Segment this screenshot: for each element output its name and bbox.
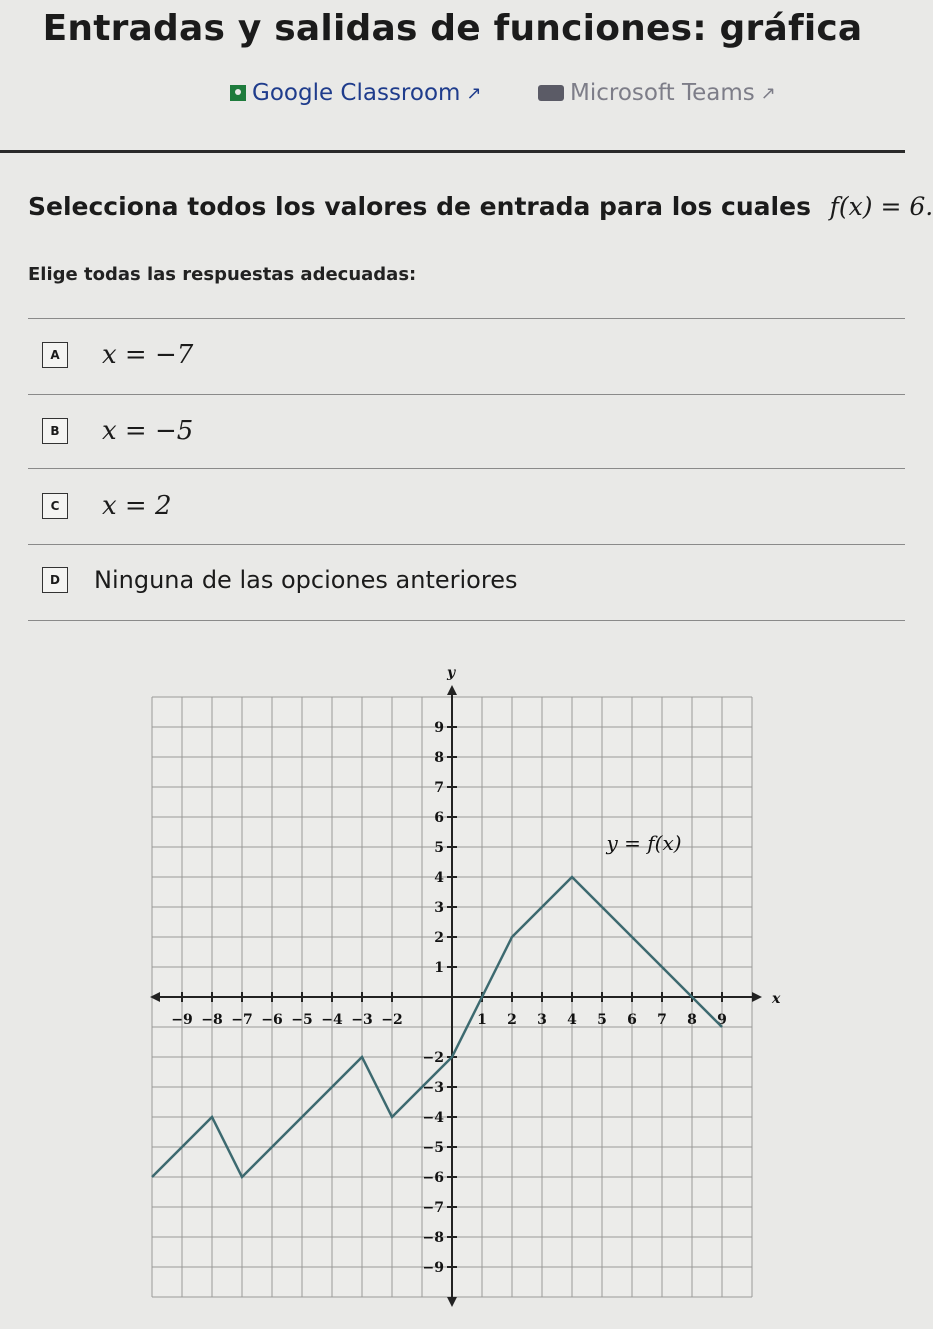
- option-divider: [28, 318, 905, 319]
- y-tick-label: 2: [434, 930, 444, 946]
- x-tick-label: −9: [171, 1012, 193, 1028]
- external-link-icon: ↗: [466, 82, 482, 104]
- x-tick-label: 5: [597, 1012, 607, 1028]
- x-tick-label: −7: [231, 1012, 253, 1028]
- x-tick-label: 4: [567, 1012, 577, 1028]
- y-tick-label: −2: [422, 1050, 444, 1066]
- x-tick-label: 3: [537, 1012, 547, 1028]
- x-tick-label: 8: [687, 1012, 697, 1028]
- header-divider: [0, 150, 905, 153]
- x-tick-label: 6: [627, 1012, 637, 1028]
- y-tick-label: −7: [422, 1200, 444, 1216]
- y-tick-label: −4: [422, 1110, 444, 1126]
- option-c[interactable]: [28, 476, 888, 536]
- x-axis-arrow-right: [752, 992, 762, 1002]
- y-tick-label: 3: [434, 900, 444, 916]
- microsoft-teams-share[interactable]: [538, 80, 776, 106]
- x-tick-label: −8: [201, 1012, 223, 1028]
- x-axis-label: x: [772, 991, 781, 1007]
- y-axis-arrow-up: [447, 685, 457, 695]
- option-divider: [28, 394, 905, 395]
- x-tick-label: −5: [291, 1012, 313, 1028]
- y-axis-label: y: [447, 665, 456, 681]
- x-tick-label: −2: [381, 1012, 403, 1028]
- y-tick-label: 6: [434, 810, 444, 826]
- share-row: [0, 80, 905, 114]
- y-tick-label: −9: [422, 1260, 444, 1276]
- option-label: Ninguna de las opciones anteriores: [94, 566, 518, 594]
- option-letter: B: [42, 418, 68, 444]
- x-tick-label: 9: [717, 1012, 727, 1028]
- question-prompt: Selecciona todos los valores de entrada para los cuales: [28, 192, 811, 221]
- option-divider: [28, 620, 905, 621]
- option-letter: A: [42, 342, 68, 368]
- y-tick-label: 9: [434, 720, 444, 736]
- option-b[interactable]: [28, 401, 888, 461]
- google-classroom-icon: [230, 85, 246, 101]
- x-tick-label: −6: [261, 1012, 283, 1028]
- y-tick-label: 7: [434, 780, 444, 796]
- option-letter: D: [42, 567, 68, 593]
- y-tick-label: 1: [434, 960, 444, 976]
- option-d[interactable]: [28, 550, 888, 610]
- y-tick-label: 4: [434, 870, 444, 886]
- x-tick-label: −3: [351, 1012, 373, 1028]
- option-divider: [28, 544, 905, 545]
- instruction-text: Elige todas las respuestas adecuadas:: [28, 264, 417, 285]
- option-a[interactable]: [28, 325, 888, 385]
- x-tick-label: 7: [657, 1012, 667, 1028]
- y-axis-arrow-down: [447, 1297, 457, 1307]
- option-label: x = −5: [102, 416, 194, 446]
- y-tick-label: −3: [422, 1080, 444, 1096]
- page-title: Entradas y salidas de funciones: gráfica: [42, 8, 863, 49]
- x-tick-label: −4: [321, 1012, 343, 1028]
- microsoft-teams-label: Microsoft Teams: [570, 80, 755, 106]
- y-tick-label: 5: [434, 840, 444, 856]
- y-tick-label: −6: [422, 1170, 444, 1186]
- google-classroom-label: Google Classroom: [252, 80, 461, 106]
- google-classroom-share[interactable]: [230, 80, 482, 106]
- external-link-icon: ↗: [760, 82, 776, 104]
- option-letter: C: [42, 493, 68, 519]
- y-tick-label: −5: [422, 1140, 444, 1156]
- x-tick-label: 1: [477, 1012, 487, 1028]
- function-graph: [140, 655, 780, 1305]
- curve-label: y = f(x): [606, 831, 682, 855]
- y-tick-label: −8: [422, 1230, 444, 1246]
- y-tick-label: 8: [434, 750, 444, 766]
- option-label: x = −7: [102, 340, 194, 370]
- question-math: f(x) = 6.: [829, 192, 933, 221]
- option-divider: [28, 468, 905, 469]
- microsoft-teams-icon: [538, 85, 564, 101]
- x-tick-label: 2: [507, 1012, 517, 1028]
- option-label: x = 2: [102, 491, 172, 521]
- question-text: [28, 192, 933, 221]
